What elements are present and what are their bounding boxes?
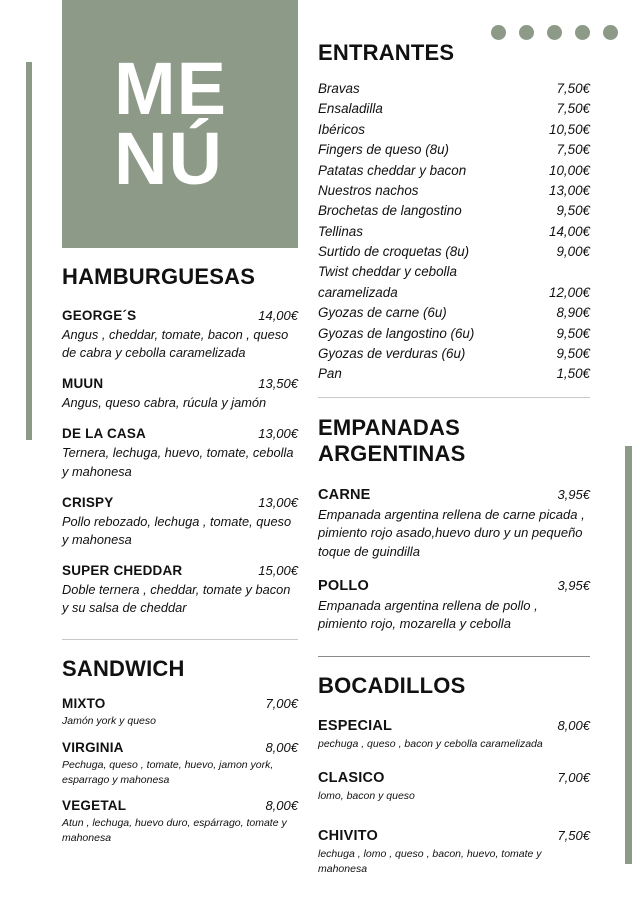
item-name: Gyozas de verduras (6u) [318, 345, 466, 361]
masthead-line-1: ME [114, 47, 227, 131]
list-item [318, 324, 590, 344]
list-item [318, 222, 590, 242]
decorative-dot [547, 25, 562, 40]
item-name: Surtido de croquetas (8u) [318, 244, 470, 259]
menu-item [318, 718, 590, 752]
item-name: CLASICO [318, 769, 385, 786]
item-description: Pollo rebozado, lechuga , tomate, queso y mahonesa [62, 513, 292, 547]
item-price: 10,50€ [549, 121, 590, 137]
item-name-line-1: Twist cheddar y cebolla [318, 264, 457, 280]
list-item [318, 79, 590, 99]
menu-item [62, 563, 298, 617]
menu-item [62, 308, 298, 362]
menu-item [318, 578, 590, 634]
section-title-empanadas: EMPANADAS ARGENTINAS [318, 414, 466, 466]
item-name: Pan [318, 366, 342, 382]
item-description: Angus , cheddar, tomate, bacon , queso de cabra y cebolla caramelizada [62, 327, 289, 361]
item-price: 13,50€ [258, 376, 298, 392]
item-name: Gyozas de carne (6u) [318, 305, 447, 321]
item-name-line-2: caramelizada [318, 284, 398, 300]
list-item [318, 181, 590, 201]
decorative-dot [575, 25, 590, 40]
list-item [318, 262, 590, 303]
section-hamburguesas [62, 248, 298, 617]
item-description: lechuga , lomo , queso , bacon, huevo, tomate y mahonesa [318, 848, 542, 875]
item-price: 10,00€ [549, 162, 590, 178]
entrantes-list [318, 79, 590, 385]
menu-item [318, 487, 590, 561]
item-name: CRISPY [62, 494, 114, 510]
section-empanadas [318, 398, 590, 634]
menu-item [62, 376, 298, 412]
list-item [318, 99, 590, 119]
list-item [318, 242, 590, 262]
list-item [318, 140, 590, 160]
item-price: 14,00€ [549, 223, 590, 239]
menu-item [318, 828, 590, 876]
item-name: Tellinas [318, 223, 363, 239]
section-sandwich [62, 640, 298, 845]
item-description: Pechuga, queso , tomate, huevo, jamon york, esparrago y mahonesa [62, 759, 274, 786]
item-name: Gyozas de langostino (6u) [318, 325, 475, 341]
item-name: VIRGINIA [62, 740, 124, 756]
item-name: ESPECIAL [318, 717, 393, 734]
item-description: Empanada argentina rellena de carne picada , pimiento rojo asado,huevo duro y un pequeño toque de guindilla [318, 506, 585, 559]
item-name: MUUN [62, 376, 104, 392]
item-price: 13,00€ [549, 182, 590, 198]
item-price: 14,00€ [258, 308, 298, 323]
item-description: Angus, queso cabra, rúcula y jamón [62, 395, 267, 411]
menu-item [62, 696, 298, 729]
section-bocadillos [318, 657, 590, 877]
item-description: Jamón york y queso [62, 715, 156, 728]
item-description: pechuga , queso , bacon y cebolla caramelizada [318, 737, 543, 750]
right-column [318, 40, 590, 877]
item-name: CARNE [318, 486, 371, 503]
item-price: 9,50€ [556, 345, 590, 361]
item-price: 8,00€ [557, 717, 590, 733]
item-price: 8,90€ [556, 305, 590, 321]
item-price: 9,50€ [556, 203, 590, 219]
menu-item [318, 770, 590, 804]
item-name: Patatas cheddar y bacon [318, 162, 467, 178]
menu-item [62, 798, 298, 845]
item-price: 9,00€ [556, 244, 590, 259]
item-name: POLLO [318, 577, 369, 594]
item-description: Doble ternera , cheddar, tomate y bacon y su salsa de cheddar [62, 582, 291, 616]
left-accent-bar [26, 62, 32, 440]
item-price: 8,00€ [265, 798, 298, 814]
item-price: 7,00€ [265, 696, 298, 712]
left-column [62, 0, 298, 846]
decorative-dot [603, 25, 618, 40]
item-name: DE LA CASA [62, 426, 147, 442]
item-name: MIXTO [62, 696, 106, 712]
item-description: lomo, bacon y queso [318, 789, 415, 802]
item-price: 15,00€ [258, 563, 298, 579]
masthead-line-2: NÚ [114, 117, 223, 200]
section-title-entrantes: ENTRANTES [318, 40, 455, 65]
list-item [318, 303, 590, 323]
item-name: VEGETAL [62, 798, 127, 814]
list-item [318, 364, 590, 384]
item-name: Bravas [318, 81, 360, 96]
menu-item [62, 495, 298, 549]
item-name: Fingers de queso (8u) [318, 142, 450, 158]
item-name: Ibéricos [318, 121, 365, 137]
item-price: 13,00€ [258, 426, 298, 442]
item-name: Nuestros nachos [318, 182, 419, 198]
item-price: 7,50€ [556, 101, 590, 117]
menu-masthead [62, 0, 298, 248]
section-entrantes [318, 40, 590, 385]
section-title-sandwich: SANDWICH [62, 656, 185, 682]
item-name: CHIVITO [318, 828, 378, 845]
list-item [318, 344, 590, 364]
decorative-dot [519, 25, 534, 40]
list-item [318, 161, 590, 181]
item-name: SUPER CHEDDAR [62, 563, 183, 579]
list-item [318, 120, 590, 140]
item-price: 12,00€ [549, 284, 590, 300]
menu-item [62, 426, 298, 480]
section-title-bocadillos: BOCADILLOS [318, 672, 466, 698]
item-price: 1,50€ [556, 366, 590, 382]
item-name: Ensaladilla [318, 101, 383, 117]
item-price: 7,50€ [556, 81, 590, 96]
item-price: 8,00€ [265, 740, 298, 756]
item-price: 13,00€ [258, 494, 298, 510]
item-name: GEORGE´S [62, 308, 137, 323]
decorative-dots [491, 25, 618, 40]
item-price: 3,95€ [557, 577, 590, 593]
right-accent-bar [625, 446, 632, 864]
item-price: 3,95€ [557, 486, 590, 502]
item-name: Brochetas de langostino [318, 203, 462, 219]
section-title-hamburguesas: HAMBURGUESAS [62, 264, 256, 289]
item-price: 7,50€ [556, 142, 590, 158]
decorative-dot [491, 25, 506, 40]
item-price: 7,00€ [557, 769, 590, 785]
item-description: Ternera, lechuga, huevo, tomate, cebolla y mahonesa [62, 445, 294, 479]
item-description: Empanada argentina rellena de pollo , pimiento rojo, mozarella y cebolla [318, 597, 538, 632]
menu-item [62, 740, 298, 787]
item-description: Atun , lechuga, huevo duro, espárrago, tomate y mahonesa [62, 817, 287, 845]
item-price: 7,50€ [557, 828, 590, 844]
item-price: 9,50€ [556, 325, 590, 341]
list-item [318, 201, 590, 221]
